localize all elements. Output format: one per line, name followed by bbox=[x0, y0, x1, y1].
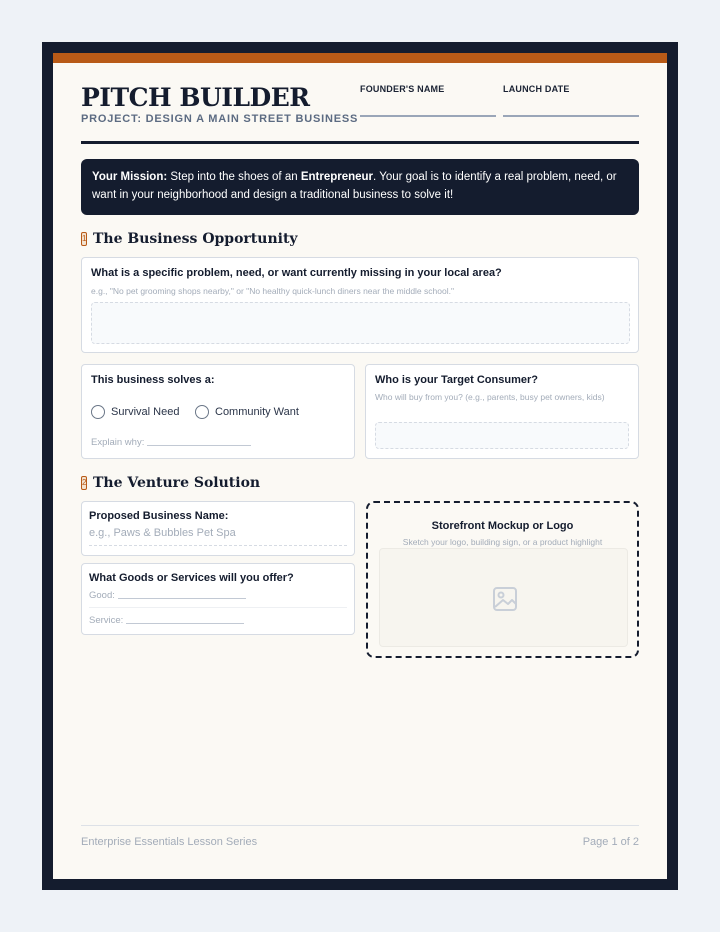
need-type-card bbox=[81, 364, 355, 459]
image-placeholder-icon bbox=[492, 586, 518, 612]
row-divider bbox=[89, 607, 347, 608]
project-subtitle: PROJECT: DESIGN A MAIN STREET BUSINESS bbox=[81, 113, 359, 125]
explain-label: Explain why: bbox=[91, 437, 145, 448]
survival-need-label: Survival Need bbox=[111, 406, 180, 418]
section-2-heading bbox=[81, 475, 260, 491]
target-hint: Who will buy from you? (e.g., parents, busy pet owners, kids) bbox=[375, 392, 605, 402]
mission-text-b: . Your goal is to identify a real problem, need, or want in your neighborhood and design a traditional business to solve it! bbox=[92, 171, 617, 201]
storefront-mockup-box bbox=[366, 501, 639, 658]
solves-label: This business solves a: bbox=[91, 374, 215, 386]
launch-date-label: LAUNCH DATE bbox=[503, 84, 570, 94]
problem-card bbox=[81, 257, 639, 353]
section-1-title: The Business Opportunity bbox=[93, 231, 298, 247]
launch-date-field[interactable] bbox=[503, 115, 639, 117]
option-community-want[interactable] bbox=[195, 405, 299, 419]
mission-bold-word: Entrepreneur bbox=[300, 171, 374, 183]
founder-name-label: FOUNDER'S NAME bbox=[360, 84, 445, 94]
accent-bar bbox=[53, 53, 667, 63]
problem-answer-box[interactable] bbox=[91, 302, 630, 344]
target-question: Who is your Target Consumer? bbox=[375, 374, 538, 386]
mission-text-a: Step into the shoes of an bbox=[167, 171, 301, 183]
business-name-input[interactable]: e.g., Paws & Bubbles Pet Spa bbox=[89, 527, 347, 546]
community-want-label: Community Want bbox=[215, 406, 299, 418]
section-1-number: 1 bbox=[81, 232, 87, 246]
community-want-radio[interactable] bbox=[195, 405, 209, 419]
section-2-number: 2 bbox=[81, 476, 87, 490]
worksheet-page bbox=[53, 53, 667, 879]
footer-divider bbox=[81, 825, 639, 826]
business-name-card bbox=[81, 501, 355, 556]
explain-answer-line[interactable] bbox=[147, 445, 251, 446]
target-consumer-card bbox=[365, 364, 639, 459]
business-name-label: Proposed Business Name: bbox=[89, 510, 229, 522]
founder-name-field[interactable] bbox=[360, 115, 496, 117]
section-2-title: The Venture Solution bbox=[93, 475, 261, 491]
goods-question: What Goods or Services will you offer? bbox=[89, 572, 294, 584]
footer-page-number: Page 1 of 2 bbox=[582, 836, 639, 848]
header-divider bbox=[81, 141, 639, 144]
good-row bbox=[89, 590, 246, 601]
mission-banner bbox=[81, 159, 639, 215]
footer-series: Enterprise Essentials Lesson Series bbox=[81, 836, 258, 848]
service-row bbox=[89, 615, 244, 626]
mockup-title: Storefront Mockup or Logo bbox=[431, 520, 574, 532]
mockup-drawing-area[interactable] bbox=[379, 548, 628, 647]
survival-need-radio[interactable] bbox=[91, 405, 105, 419]
mission-lead: Your Mission: bbox=[92, 171, 168, 183]
goods-services-card bbox=[81, 563, 355, 635]
option-survival-need[interactable] bbox=[91, 405, 179, 419]
service-answer-line[interactable] bbox=[126, 623, 244, 624]
problem-question: What is a specific problem, need, or want currently missing in your local area? bbox=[91, 267, 502, 279]
target-answer-box[interactable] bbox=[375, 422, 629, 449]
mockup-hint: Sketch your logo, building sign, or a product highlight bbox=[402, 537, 603, 547]
good-label: Good: bbox=[89, 590, 115, 601]
page-title: PITCH BUILDER bbox=[81, 83, 310, 112]
service-label: Service: bbox=[89, 615, 124, 626]
explain-row bbox=[91, 437, 251, 448]
section-1-heading bbox=[81, 231, 298, 247]
good-answer-line[interactable] bbox=[118, 598, 246, 599]
problem-hint: e.g., "No pet grooming shops nearby," or "No healthy quick-lunch diners near the middle school." bbox=[91, 286, 454, 296]
